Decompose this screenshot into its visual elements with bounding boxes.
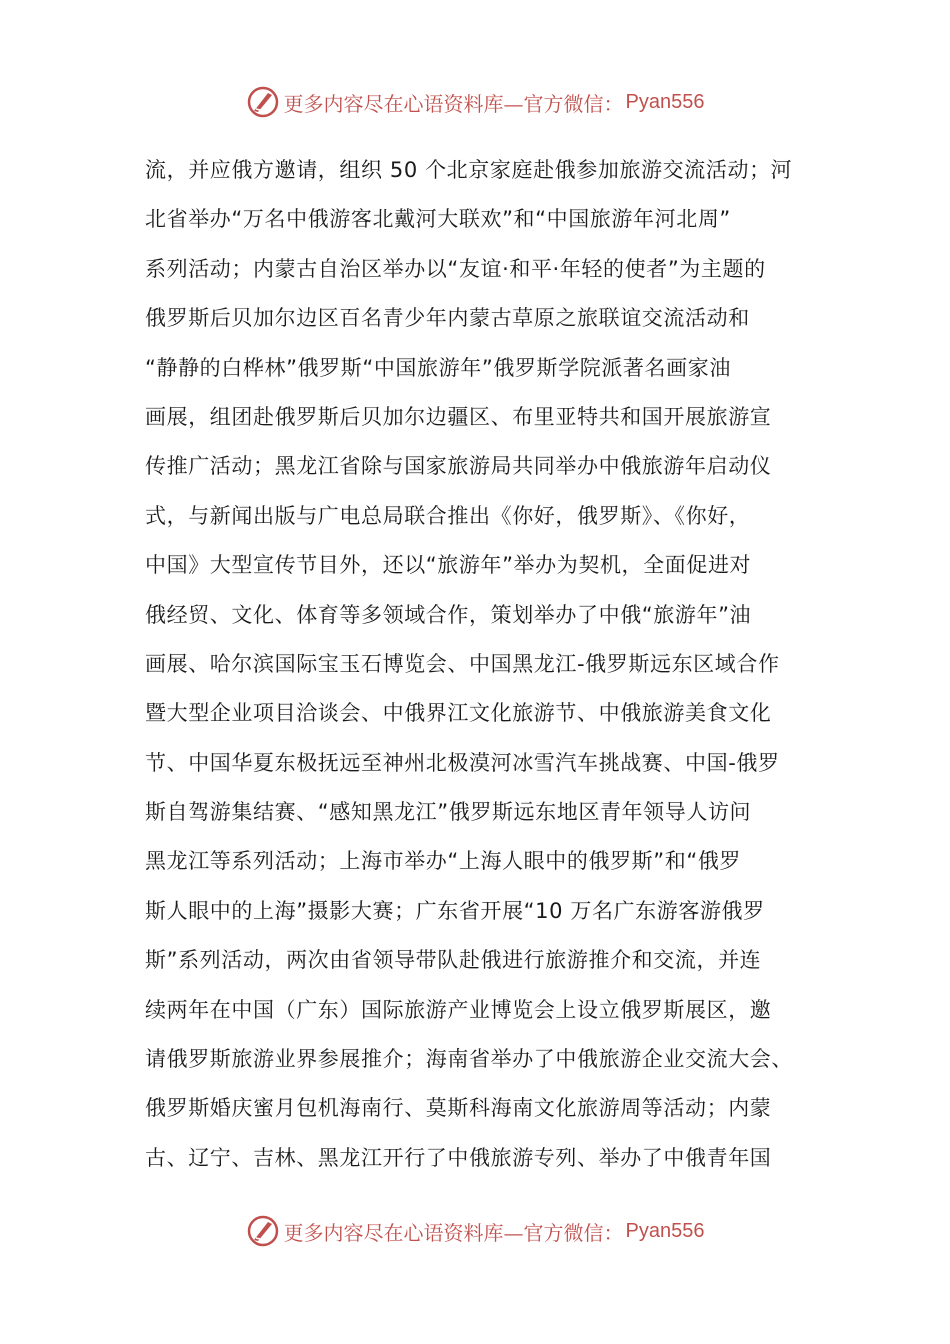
body-line: 黑龙江等系列活动；上海市举办“上海人眼中的俄罗斯”和“俄罗 — [145, 849, 742, 874]
header-banner-text: 更多内容尽在心语资料库—官方微信： — [283, 91, 624, 116]
body-line: 系列活动；内蒙古自治区举办以“友谊·和平·年轻的使者”为主题的 — [145, 256, 766, 281]
body-line: 古、辽宁、吉林、黑龙江开行了中俄旅游专列、举办了中俄青年国 — [145, 1145, 772, 1170]
body-line: 中国》大型宣传节目外，还以“旅游年”举办为契机，全面促进对 — [145, 553, 752, 578]
body-line: “静静的白桦林”俄罗斯“中国旅游年”俄罗斯学院派著名画家油 — [145, 355, 731, 380]
footer-banner-text: 更多内容尽在心语资料库—官方微信： — [283, 1220, 624, 1245]
body-line: 斯自驾游集结赛、“感知黑龙江”俄罗斯远东地区青年领导人访问 — [145, 800, 752, 825]
body-line: 传推广活动；黑龙江省除与国家旅游局共同举办中俄旅游年启动仪 — [145, 454, 772, 479]
body-line: 续两年在中国（广东）国际旅游产业博览会上设立俄罗斯展区，邀 — [145, 997, 772, 1022]
body-line: 斯人眼中的上海”摄影大赛；广东省开展“10 万名广东游客游俄罗 — [145, 898, 765, 923]
body-line: 节、中国华夏东极抚远至神州北极漠河冰雪汽车挑战赛、中国-俄罗 — [145, 750, 780, 775]
body-line: 流，并应俄方邀请，组织 50 个北京家庭赴俄参加旅游交流活动；河 — [145, 158, 793, 182]
body-line: 北省举办“万名中俄游客北戴河大联欢”和“中国旅游年河北周” — [145, 207, 731, 232]
footer-banner — [0, 1211, 950, 1251]
body-line: 请俄罗斯旅游业界参展推介；海南省举办了中俄旅游企业交流大会、 — [145, 1047, 793, 1072]
header-wechat-id: Pyan556 — [625, 90, 705, 113]
body-line: 画展、哈尔滨国际宝玉石博览会、中国黑龙江-俄罗斯远东区域合作 — [145, 651, 780, 676]
document-body — [145, 146, 835, 1183]
body-line: 俄罗斯婚庆蜜月包机海南行、莫斯科海南文化旅游周等活动；内蒙 — [145, 1096, 772, 1121]
body-line: 斯”系列活动，两次由省领导带队赴俄进行旅游推介和交流，并连 — [145, 948, 762, 973]
quill-logo-icon — [246, 85, 280, 119]
body-line: 式，与新闻出版与广电总局联合推出《你好，俄罗斯》、《你好， — [145, 503, 751, 528]
header-banner — [0, 82, 950, 122]
body-line: 俄罗斯后贝加尔边区百名青少年内蒙古草原之旅联谊交流活动和 — [145, 306, 750, 331]
quill-logo-icon — [246, 1214, 280, 1248]
body-line: 画展，组团赴俄罗斯后贝加尔边疆区、布里亚特共和国开展旅游宣 — [145, 404, 772, 429]
footer-wechat-id: Pyan556 — [625, 1219, 705, 1242]
body-line: 俄经贸、文化、体育等多领域合作，策划举办了中俄“旅游年”油 — [145, 602, 752, 627]
body-line: 暨大型企业项目洽谈会、中俄界江文化旅游节、中俄旅游美食文化 — [145, 701, 772, 726]
